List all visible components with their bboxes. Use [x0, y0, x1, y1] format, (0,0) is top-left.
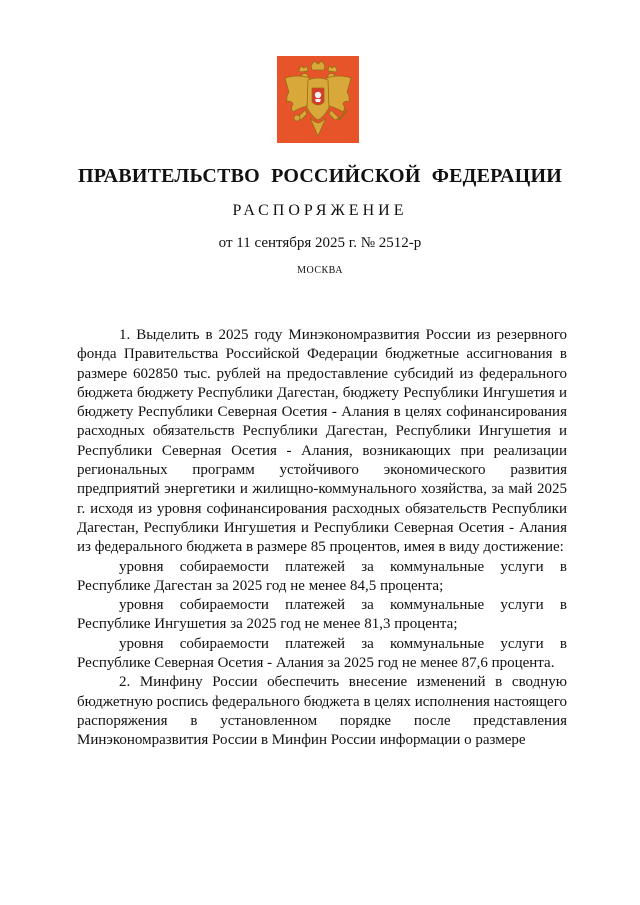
government-title: ПРАВИТЕЛЬСТВО РОССИЙСКОЙ ФЕДЕРАЦИИ [78, 165, 562, 187]
paragraph-dagestan: уровня собираемости платежей за коммунальные услуги в Республике Дагестан за 2025 год не менее 84,5 процента; [77, 558, 567, 594]
document-city: МОСКВА [297, 265, 343, 276]
coat-of-arms-emblem [277, 56, 359, 143]
document-date-number: от 11 сентября 2025 г. № 2512-р [218, 235, 422, 251]
document-type: РАСПОРЯЖЕНИЕ [232, 202, 408, 219]
paragraph-ingushetia: уровня собираемости платежей за коммунальные услуги в Республике Ингушетия за 2025 год не менее 81,3 процента; [77, 597, 567, 633]
russian-coat-of-arms-icon [277, 56, 359, 143]
paragraph-north-ossetia: уровня собираемости платежей за коммунальные услуги в Республике Северная Осетия - Алания за 2025 год не менее 87,6 процента. [77, 635, 567, 672]
paragraph-2: 2. Минфину России обеспечить внесение изменений в сводную бюджетную роспись федерального бюджета в целях исполнения настоящего распоряжения в установленном порядке после представления Минэкономразвития России в Минфин России информации о размере [77, 674, 567, 749]
paragraph-1: 1. Выделить в 2025 году Минэкономразвития России из резервного фонда Правительства Российской Федерации бюджетные ассигнования в размере 602850 тыс. рублей на предоставление субсидий из федерального бюджета бюджету Республики Дагестан, бюджету Республики Ингушетия и бюджету Республики Северная Осетия - Алания в целях софинансирования расходных обязательств Республики Дагестан, Республики Ингушетия и Республики Северная Осетия - Алания, возникающих при реализации региональных программ устойчивого экономического развития предприятий энергетики и жилищно-коммунального хозяйства, за май 2025 г. исходя из уровня софинансирования расходных обязательств Республики Дагестан, Республики Ингушетия и Республики Северная Осетия - Алания из федерального бюджета в размере 85 процентов, имея в виду достижение: [77, 327, 567, 556]
document-body [77, 326, 567, 751]
